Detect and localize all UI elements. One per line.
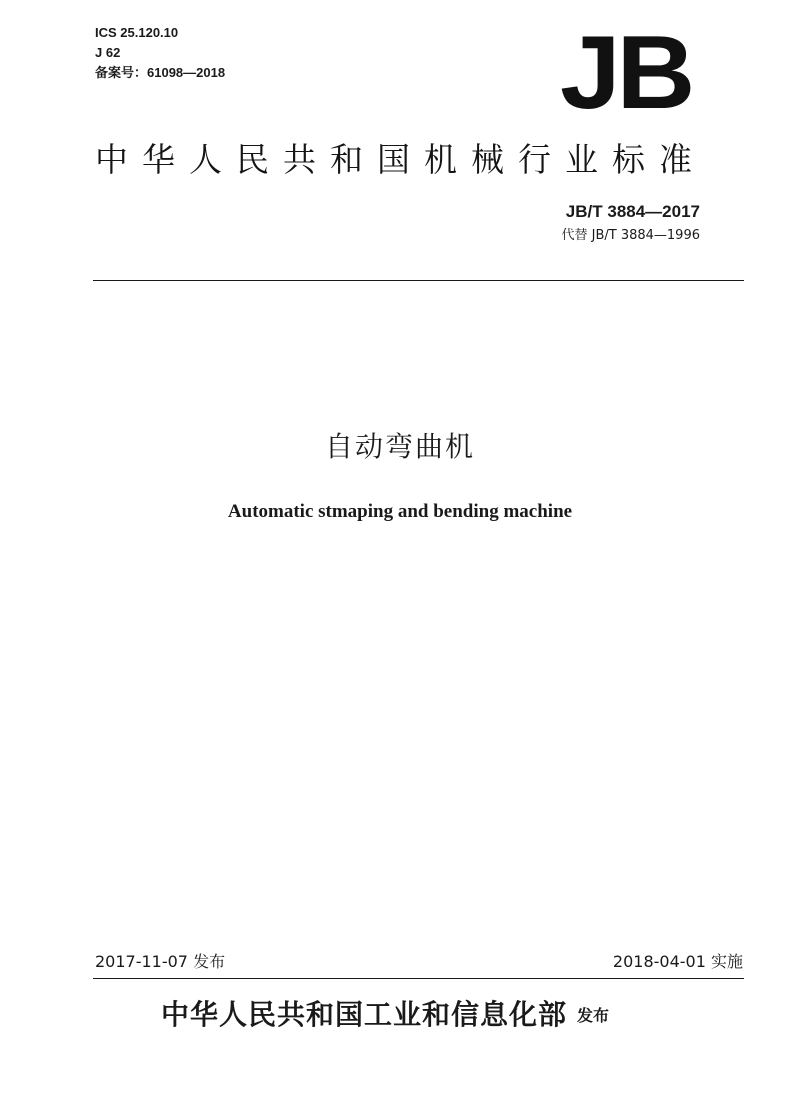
implementation-date: 2018-04-01 实施 [612, 952, 743, 971]
ics-code: ICS 25.120.10 [95, 25, 179, 40]
document-title-zh: 自动弯曲机 [324, 430, 475, 463]
bottom-divider [93, 978, 744, 979]
standard-category: 中华人民共和国机械行业标准 [95, 140, 706, 179]
standard-number-text: JB/T 3884—2017 [565, 202, 700, 221]
replaces-standard: 代替 JB/T 3884—1996 [561, 228, 700, 243]
standard-number [566, 201, 700, 223]
classification-code: J 62 [95, 45, 121, 60]
filing-number: 备案号：61098—2018 [95, 65, 226, 80]
issuer [161, 996, 609, 1034]
document-title-en: Automatic stmaping and bending machine [227, 501, 573, 522]
top-divider [93, 280, 744, 281]
issue-date: 2017-11-07 发布 [95, 952, 226, 971]
issuer-name: 中华人民共和国工业和信息化部 [161, 998, 568, 1031]
jb-logo: JB [560, 15, 692, 131]
issuer-suffix: 发布 [577, 1006, 610, 1025]
